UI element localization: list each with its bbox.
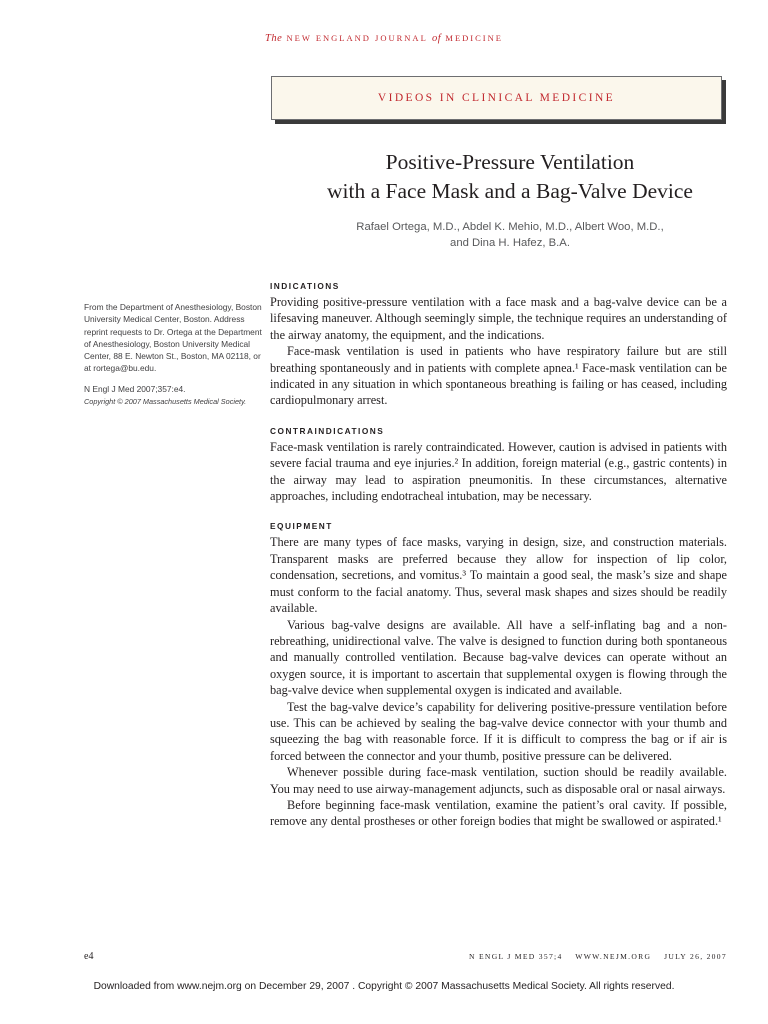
download-notice: Downloaded from www.nejm.org on December 29, 2007 . Copyright © 2007 Massachusetts Medical Society. All rights reserved. xyxy=(93,981,675,992)
article-body xyxy=(270,280,727,846)
running-head-of: of xyxy=(432,33,442,44)
paragraph: Whenever possible during face-mask ventilation, suction should be readily available. You may need to use airway-management adjuncts, such as disposable oral or nasal airways. xyxy=(270,765,727,796)
paragraph: Before beginning face-mask ventilation, examine the patient’s oral cavity. If possible, remove any dental prostheses or other foreign bodies that might be swallowed or aspirated.¹ xyxy=(270,797,727,829)
paragraph: Test the bag-valve device’s capability for delivering positive-pressure ventilation before use. This can be achieved by sealing the bag-valve device connector with your thumb and squeezing the bag with reasonable force. If it is difficult to compress the bag or if air is forced between the connector and your thumb, positive pressure can be delivered. xyxy=(270,699,727,763)
paragraph: Face-mask ventilation is rarely contraindicated. However, caution is advised in patients with severe facial trauma and eye injuries.² In addition, foreign material (e.g., gastric contents) in the airway may lead to aspiration pneumonitis. In these circumstances, alternative approaches, including endotracheal intubation, may be necessary. xyxy=(270,439,727,504)
author-list xyxy=(260,219,760,251)
article-title-line-2: with a Face Mask and a Bag-Valve Device xyxy=(327,179,693,203)
article-title xyxy=(260,148,760,206)
article-sidebar xyxy=(84,301,264,408)
paragraph: There are many types of face masks, varying in design, size, and construction materials. Transparent masks are preferred because they allow for inspection of lip color, condensation, secretions, and vomitus.³ To maintain a good seal, the mask’s size and shape must conform to the facial anatomy. Thus, several mask shapes and sizes should be readily available. xyxy=(270,535,727,616)
page-footer xyxy=(84,951,727,967)
running-head-the: The xyxy=(265,33,283,44)
paragraph: Face-mask ventilation is used in patients who have respiratory failure but are still breathing spontaneously and in patients with complete apnea.¹ Face-mask ventilation can be indicated in any situation in which spontaneous breathing is failing or has ceased, including cardiopulmonary arrest. xyxy=(270,344,727,408)
running-head-name-1: NEW ENGLAND JOURNAL xyxy=(286,33,428,43)
heading-equipment: EQUIPMENT xyxy=(270,521,333,532)
paragraph: Various bag-valve designs are available. All have a self-inflating bag and a non-rebreathing, unidirectional valve. The valve is designed to function during both spontaneous and manually controlled ventilation. Because bag-valve devices can operate without an oxygen source, it is important to ascertain that supplemental oxygen is flowing through the bag-valve device when supplemental oxygen is indicated and available. xyxy=(270,617,727,698)
section-contraindications xyxy=(270,425,727,505)
heading-indications: INDICATIONS xyxy=(270,281,340,291)
journal-info: N ENGL J MED 357;4 WWW.NEJM.ORG JULY 26, 2007 xyxy=(469,952,727,961)
section-indications xyxy=(270,280,727,409)
affiliation-note: From the Department of Anesthesiology, Boston University Medical Center, Boston. Address reprint requests to Dr. Ortega at the Department of Anesthesiology, Boston University Medical Center, 88 E. Newton St., Boston, MA 02118, or at rortega@bu.edu. xyxy=(84,302,262,374)
author-line-1: Rafael Ortega, M.D., Abdel K. Mehio, M.D., Albert Woo, M.D., xyxy=(356,221,664,233)
heading-contraindications: CONTRAINDICATIONS xyxy=(270,425,385,436)
author-line-2: and Dina H. Hafez, B.A. xyxy=(450,237,570,249)
copyright-note: Copyright © 2007 Massachusetts Medical Society. xyxy=(84,397,247,407)
section-label: VIDEOS IN CLINICAL MEDICINE xyxy=(377,92,616,104)
running-head-name-2: MEDICINE xyxy=(445,33,503,43)
page-number: e4 xyxy=(84,951,94,962)
article-title-line-1: Positive-Pressure Ventilation xyxy=(385,150,635,174)
citation: N Engl J Med 2007;357:e4. xyxy=(84,383,186,394)
paragraph: Providing positive-pressure ventilation with a face mask and a bag-valve device can be a lifesaving maneuver. Although seemingly simple, the technique requires an understanding of the airway anatomy, the equipment, and the indications. xyxy=(270,295,727,342)
running-head xyxy=(0,33,768,44)
section-equipment xyxy=(270,520,727,829)
section-label-box xyxy=(271,76,722,120)
